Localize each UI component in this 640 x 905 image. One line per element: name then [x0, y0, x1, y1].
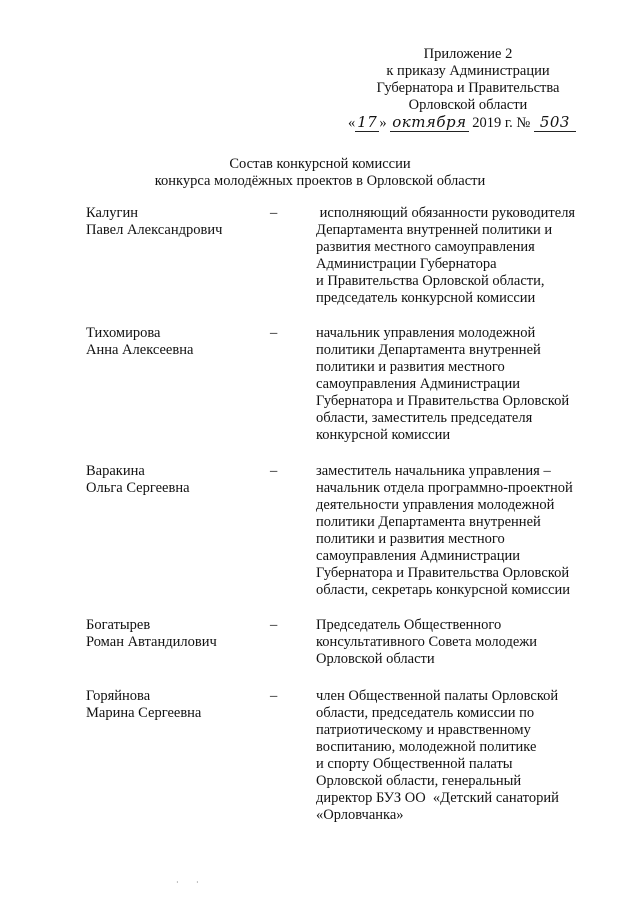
- scan-speck: ·: [176, 878, 179, 887]
- title-line: конкурса молодёжных проектов в Орловской области: [154, 173, 486, 189]
- member-surname: Тихомирова: [86, 325, 161, 341]
- position-line: Губернатора и Правительства Орловской: [316, 565, 570, 581]
- member-given-names: Роман Автандилович: [86, 634, 217, 650]
- position-line: Губернатора и Правительства Орловской: [316, 393, 570, 409]
- member-dash: –: [270, 463, 278, 479]
- position-line: политики и развития местного: [316, 359, 505, 375]
- member-name: [86, 617, 266, 651]
- member-position: [316, 205, 606, 307]
- appendix-line: Губернатора и Правительства: [376, 80, 560, 96]
- position-line: воспитанию, молодежной политике: [316, 739, 537, 755]
- member-dash: –: [270, 205, 278, 221]
- order-date-number: [348, 114, 628, 132]
- order-year: 2019 г. №: [472, 115, 531, 131]
- member-name: [86, 688, 266, 722]
- title-line: Состав конкурсной комиссии: [229, 156, 411, 172]
- order-number: 503: [534, 114, 576, 132]
- position-line: Орловской области, генеральный: [316, 773, 522, 789]
- member-surname: Горяйнова: [86, 688, 151, 704]
- position-line: области, секретарь конкурсной комиссии: [316, 582, 571, 598]
- position-line: области, председатель комиссии по: [316, 705, 535, 721]
- member-given-names: Анна Алексеевна: [86, 342, 194, 358]
- position-line: конкурсной комиссии: [316, 427, 451, 443]
- position-line: член Общественной палаты Орловской: [316, 688, 559, 704]
- position-line: политики Департамента внутренней: [316, 514, 541, 530]
- member-given-names: Марина Сергеевна: [86, 705, 202, 721]
- member-given-names: Павел Александрович: [86, 222, 223, 238]
- appendix-line: Приложение 2: [423, 46, 513, 62]
- member-position: [316, 463, 606, 599]
- scan-speck: ·: [196, 878, 199, 887]
- member-position: [316, 325, 606, 444]
- member-position: [316, 617, 606, 668]
- member-dash: –: [270, 617, 278, 633]
- position-line: области, заместитель председателя: [316, 410, 533, 426]
- document-title: [0, 156, 640, 190]
- member-surname: Богатырев: [86, 617, 151, 633]
- position-line: политики Департамента внутренней: [316, 342, 541, 358]
- open-quote: «: [348, 115, 356, 131]
- member-position: [316, 688, 606, 824]
- member-surname: Варакина: [86, 463, 145, 479]
- appendix-header: [318, 46, 618, 114]
- close-quote: »: [379, 115, 387, 131]
- position-line: «Орловчанка»: [316, 807, 404, 823]
- member-dash: –: [270, 325, 278, 341]
- member-name: [86, 463, 266, 497]
- position-line: патриотическому и нравственному: [316, 722, 531, 738]
- position-line: и спорту Общественной палаты: [316, 756, 513, 772]
- position-line: политики и развития местного: [316, 531, 505, 547]
- position-line: консультативного Совета молодежи: [316, 634, 538, 650]
- position-line: и Правительства Орловской области,: [316, 273, 545, 289]
- member-name: [86, 205, 266, 239]
- position-line: Председатель Общественного: [316, 617, 502, 633]
- position-line: начальник управления молодежной: [316, 325, 536, 341]
- position-line: самоуправления Администрации: [316, 548, 520, 564]
- position-line: исполняющий обязанности руководителя: [316, 205, 576, 221]
- position-line: развития местного самоуправления: [316, 239, 535, 255]
- position-line: деятельности управления молодежной: [316, 497, 555, 513]
- position-line: председатель конкурсной комиссии: [316, 290, 536, 306]
- position-line: Департамента внутренней политики и: [316, 222, 553, 238]
- member-name: [86, 325, 266, 359]
- position-line: начальник отдела программно-проектной: [316, 480, 573, 496]
- order-day: 17: [357, 113, 378, 131]
- position-line: заместитель начальника управления –: [316, 463, 551, 479]
- member-dash: –: [270, 688, 278, 704]
- member-given-names: Ольга Сергеевна: [86, 480, 190, 496]
- position-line: самоуправления Администрации: [316, 376, 520, 392]
- order-month: октября: [392, 113, 467, 131]
- member-surname: Калугин: [86, 205, 138, 221]
- position-line: Орловской области: [316, 651, 435, 667]
- position-line: директор БУЗ ОО «Детский санаторий: [316, 790, 559, 806]
- appendix-line: к приказу Администрации: [386, 63, 550, 79]
- position-line: Администрации Губернатора: [316, 256, 497, 272]
- appendix-line: Орловской области: [408, 97, 528, 113]
